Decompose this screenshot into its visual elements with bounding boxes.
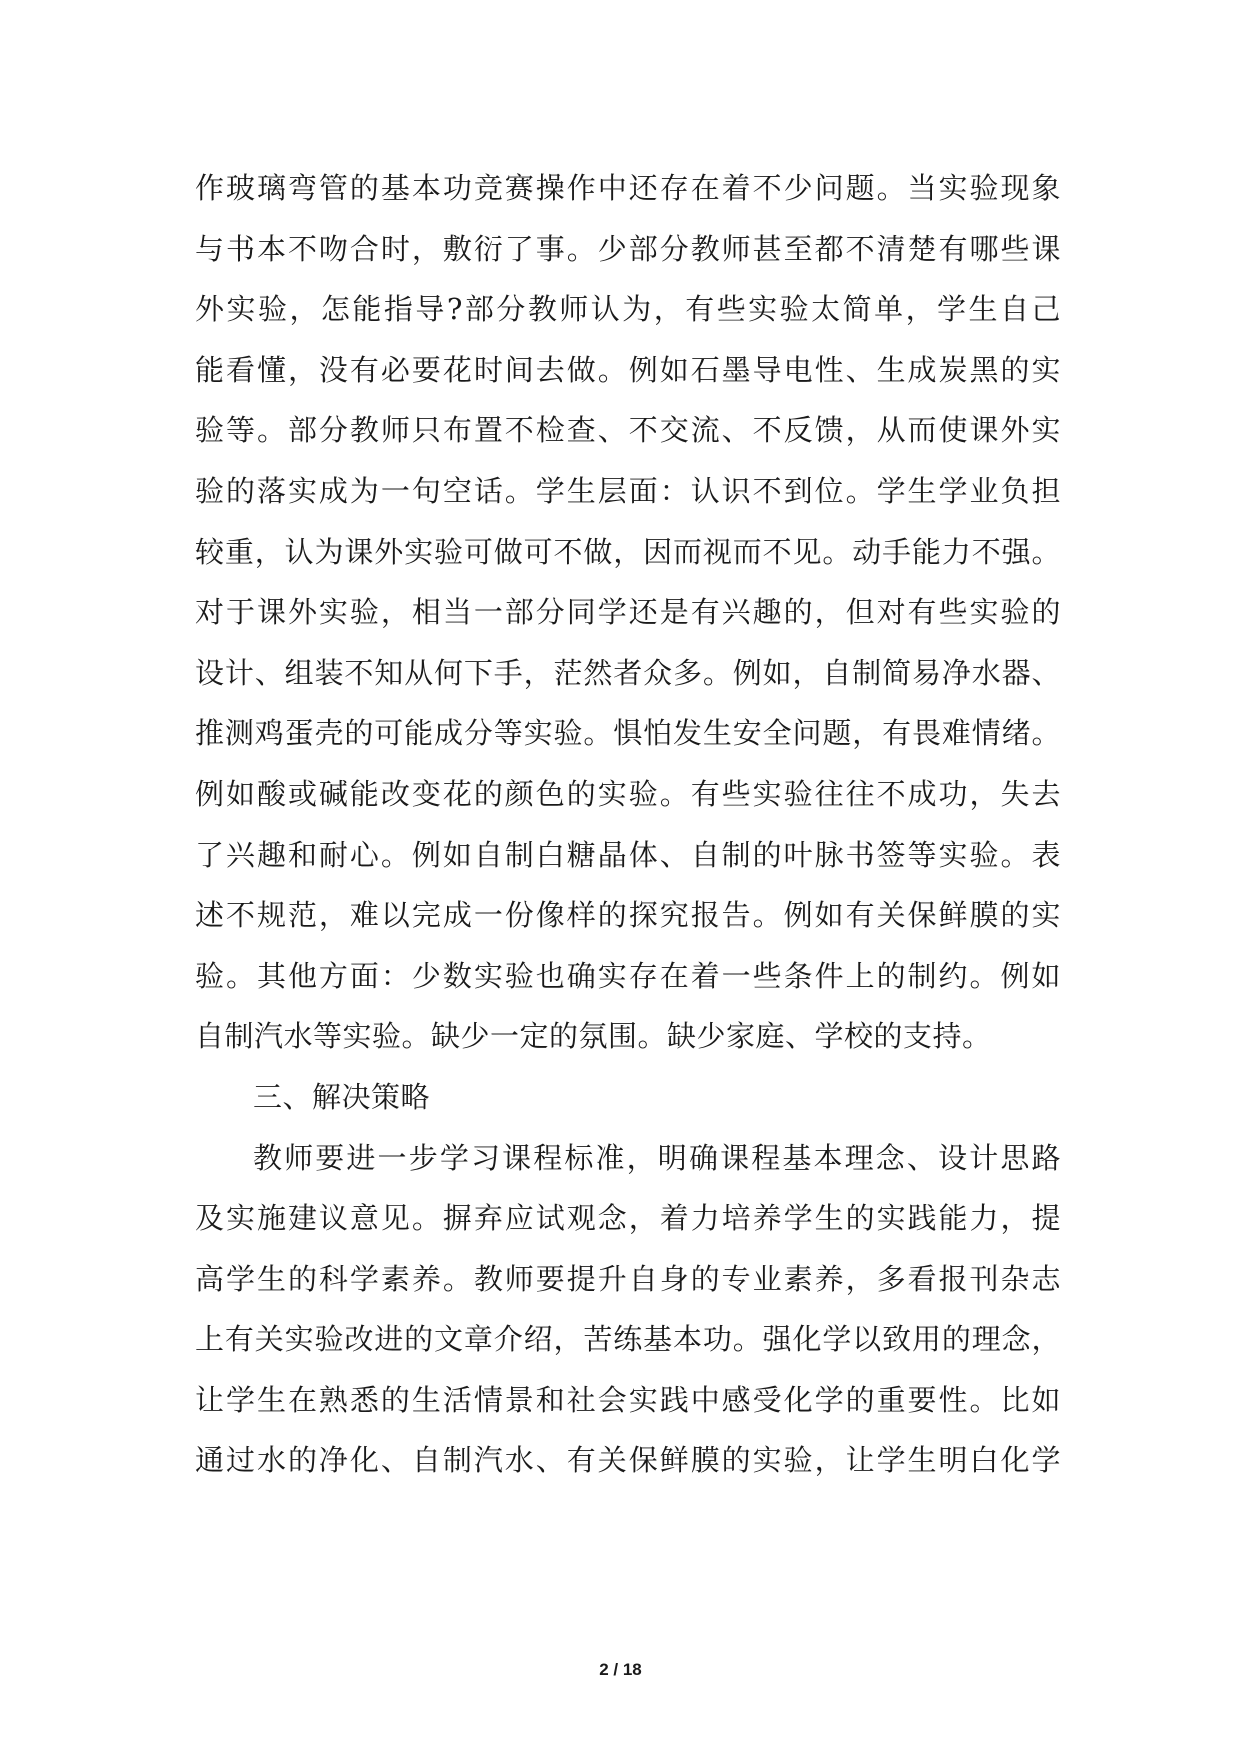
text-line: 例如酸或碱能改变花的颜色的实验。有些实验往往不成功，失去 [195, 776, 1061, 811]
text-line: 教师要进一步学习课程标准，明确课程基本理念、设计思路 [253, 1140, 1061, 1175]
text-line: 推测鸡蛋壳的可能成分等实验。惧怕发生安全问题，有畏难情绪。 [195, 716, 1061, 751]
text-line: 上有关实验改进的文章介绍，苦练基本功。强化学以致用的理念， [195, 1322, 1061, 1357]
text-line: 及实施建议意见。摒弃应试观念，着力培养学生的实践能力，提 [195, 1201, 1061, 1236]
text-line: 对于课外实验，相当一部分同学还是有兴趣的，但对有些实验的 [195, 595, 1061, 630]
text-line: 高学生的科学素养。教师要提升自身的专业素养，多看报刊杂志 [195, 1261, 1061, 1296]
text-line: 外实验，怎能指导?部分教师认为，有些实验太简单，学生自己 [195, 292, 1061, 327]
text-line: 让学生在熟悉的生活情景和社会实践中感受化学的重要性。比如 [195, 1382, 1061, 1417]
text-line: 验的落实成为一句空话。学生层面：认识不到位。学生学业负担 [195, 473, 1061, 508]
text-line: 设计、组装不知从何下手，茫然者众多。例如，自制简易净水器、 [195, 655, 1061, 690]
text-line: 了兴趣和耐心。例如自制白糖晶体、自制的叶脉书签等实验。表 [195, 837, 1061, 872]
text-line: 作玻璃弯管的基本功竞赛操作中还存在着不少问题。当实验现象 [195, 171, 1061, 205]
text-line: 与书本不吻合时，敷衍了事。少部分教师甚至都不清楚有哪些课 [195, 231, 1061, 266]
section-heading: 三、解决策略 [253, 1079, 431, 1114]
text-line: 自制汽水等实验。缺少一定的氛围。缺少家庭、学校的支持。 [195, 1019, 992, 1054]
text-line: 能看懂，没有必要花时间去做。例如石墨导电性、生成炭黑的实 [195, 352, 1061, 387]
page-number: 2 / 18 [599, 1660, 642, 1679]
text-line: 通过水的净化、自制汽水、有关保鲜膜的实验，让学生明白化学 [195, 1443, 1061, 1478]
document-body [195, 158, 1061, 1491]
text-line: 述不规范，难以完成一份像样的探究报告。例如有关保鲜膜的实 [195, 898, 1061, 933]
text-line: 验。其他方面：少数实验也确实存在着一些条件上的制约。例如 [195, 958, 1061, 993]
text-line: 较重，认为课外实验可做可不做，因而视而不见。动手能力不强。 [195, 534, 1061, 569]
text-line: 验等。部分教师只布置不检查、不交流、不反馈，从而使课外实 [195, 413, 1061, 448]
